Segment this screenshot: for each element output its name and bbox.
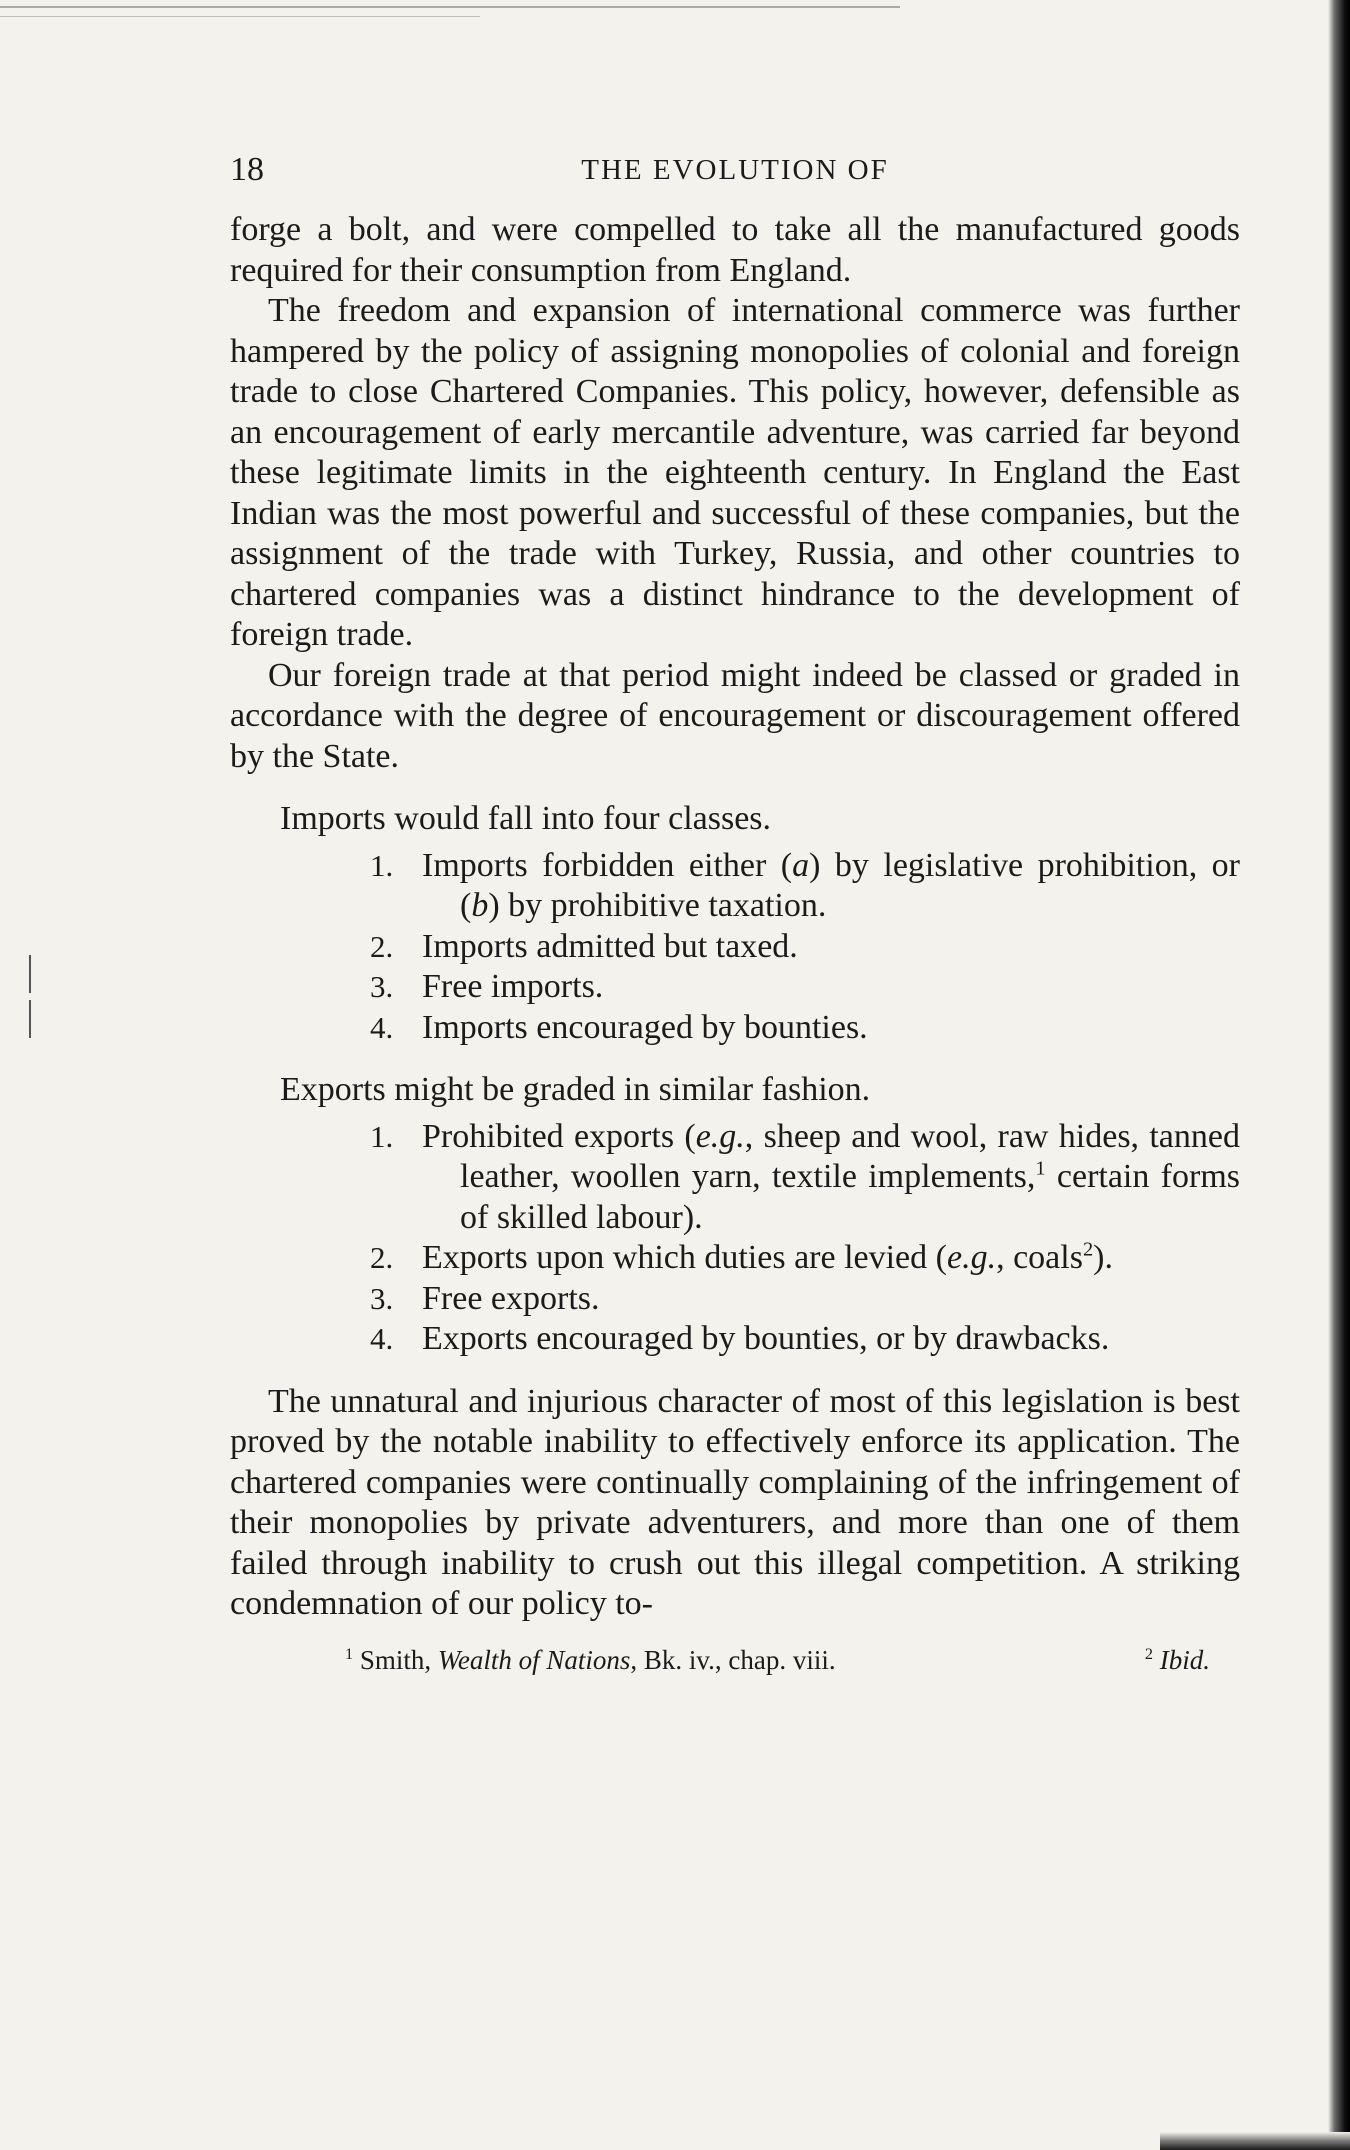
list-text: Exports upon which duties are levied (e.g., coals$^2$). bbox=[422, 1238, 1113, 1276]
exports-heading: Exports might be graded in similar fashion. bbox=[280, 1071, 871, 1108]
paragraph: The freedom and expansion of international commerce was further hampered by the policy of assigning monopolies of colonial and foreign trade to close Chartered Companies. This policy, however, defensible as an encouragement of early mercantile adventure, was carried far beyond these legitimate limits in the eighteenth century. In England the East Indian was the most powerful and successful of these companies, but the assignment of the trade with Turkey, Russia, and other countries to chartered companies was a distinct hindrance to the development of foreign trade. bbox=[230, 292, 1240, 653]
list-text: Imports forbidden either (a) by legislative prohibition, or (b) by prohibitive taxation. bbox=[422, 846, 1240, 924]
paragraph: Our foreign trade at that period might indeed be classed or graded in accordance with the degree of encouragement or discouragement offered by the State. bbox=[230, 656, 1240, 775]
footnote-2: $^2$ Ibid. bbox=[1144, 1644, 1210, 1675]
list-number: 1. bbox=[370, 1118, 394, 1154]
list-number: 4. bbox=[370, 1009, 394, 1045]
book-page bbox=[230, 150, 1240, 1677]
list-number: 2. bbox=[370, 928, 394, 964]
list-number: 4. bbox=[370, 1321, 394, 1356]
exports-list bbox=[230, 1117, 1240, 1360]
paragraph: forge a bolt, and were compelled to take all the manufactured goods required for their consumption from England. bbox=[230, 211, 1240, 289]
paragraph: The unnatural and injurious character of most of this legislation is best proved by the notable inability to effectively enforce its application. The chartered companies were continually complaining of the infringement of their monopolies by private adventurers, and more than one of them failed through inability to crush out this illegal competition. A striking condemnation of our policy to- bbox=[230, 1382, 1240, 1622]
margin-mark bbox=[29, 955, 31, 993]
list-text: Free imports. bbox=[422, 968, 604, 1005]
scan-edge-top-thin bbox=[0, 16, 480, 17]
list-text: Prohibited exports (e.g., sheep and wool, raw hides, tanned leather, woollen yarn, textile implements,$^1$ certain forms of skilled labour). bbox=[422, 1117, 1241, 1236]
list-text: Imports encouraged by bounties. bbox=[422, 1008, 868, 1046]
list-number: 3. bbox=[370, 1280, 394, 1316]
footnote-ref: 1 bbox=[1035, 1157, 1046, 1180]
list-item bbox=[230, 1117, 1240, 1239]
imports-heading: Imports would fall into four classes. bbox=[280, 800, 772, 837]
scan-edge-top bbox=[0, 6, 900, 8]
footnotes bbox=[230, 1643, 1240, 1677]
scan-edge-right bbox=[1328, 0, 1350, 2150]
running-title: THE EVOLUTION OF bbox=[581, 154, 889, 186]
list-item bbox=[230, 846, 1240, 927]
page-body bbox=[230, 210, 1240, 1677]
list-number: 3. bbox=[370, 969, 394, 1004]
list-text: Free exports. bbox=[422, 1279, 600, 1317]
list-number: 2. bbox=[370, 1240, 394, 1275]
list-item bbox=[230, 1008, 1240, 1049]
list-item bbox=[230, 927, 1240, 968]
footnote-mark: 1 bbox=[345, 1644, 354, 1663]
list-number: 1. bbox=[370, 847, 394, 883]
page-header bbox=[230, 150, 1240, 210]
list-item bbox=[230, 1319, 1240, 1360]
margin-mark bbox=[29, 1000, 31, 1038]
list-item bbox=[230, 1279, 1240, 1320]
list-text: Exports encouraged by bounties, or by drawbacks. bbox=[422, 1320, 1110, 1357]
scan-edge-bottom bbox=[1160, 2132, 1350, 2150]
list-text: Imports admitted but taxed. bbox=[422, 927, 798, 965]
imports-list bbox=[230, 846, 1240, 1049]
list-item bbox=[230, 967, 1240, 1008]
list-item bbox=[230, 1238, 1240, 1279]
footnote-text: Smith, Wealth of Nations, Bk. iv., chap. viii. bbox=[359, 1644, 836, 1675]
page-number: 18 bbox=[230, 151, 264, 188]
footnote-ref: 2 bbox=[1082, 1238, 1094, 1261]
